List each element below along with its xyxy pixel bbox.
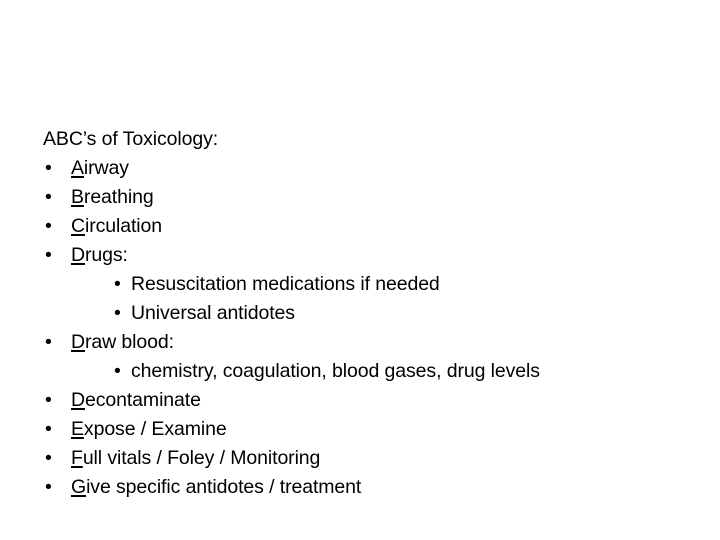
slide-body — [43, 125, 703, 502]
mnemonic-letter: D — [71, 331, 85, 353]
bullet-icon: • — [45, 244, 52, 266]
bullet-icon: • — [114, 360, 121, 382]
list-item-give-antidotes — [43, 473, 703, 502]
mnemonic-letter: F — [71, 447, 83, 469]
sub-item-text: Universal antidotes — [131, 302, 295, 324]
list-item-text: econtaminate — [84, 389, 201, 411]
bullet-icon: • — [45, 418, 52, 440]
abc-list — [43, 154, 703, 502]
sub-item-resuscitation — [43, 270, 703, 299]
list-item-text: raw blood: — [84, 331, 174, 353]
bullet-icon: • — [114, 273, 121, 295]
mnemonic-letter: A — [71, 157, 84, 179]
mnemonic-letter: E — [71, 418, 84, 440]
list-item-text: irway — [83, 157, 129, 179]
mnemonic-letter: D — [71, 389, 85, 411]
bullet-icon: • — [114, 302, 121, 324]
bullet-icon: • — [45, 186, 52, 208]
bullet-icon: • — [45, 215, 52, 237]
mnemonic-letter: G — [71, 476, 87, 498]
sub-item-labs — [43, 357, 703, 386]
list-item-expose — [43, 415, 703, 444]
bullet-icon: • — [45, 476, 52, 498]
bullet-icon: • — [45, 389, 52, 411]
sub-item-text: Resuscitation medications if needed — [131, 273, 440, 295]
list-item-text: ive specific antidotes / treatment — [86, 476, 362, 498]
list-item-text: ull vitals / Foley / Monitoring — [82, 447, 321, 469]
list-item-drugs — [43, 241, 703, 270]
bullet-icon: • — [45, 331, 52, 353]
list-item-text: reathing — [83, 186, 154, 208]
list-item-full-vitals — [43, 444, 703, 473]
bullet-icon: • — [45, 157, 52, 179]
list-item-decontaminate — [43, 386, 703, 415]
mnemonic-letter: D — [71, 244, 85, 266]
mnemonic-letter: C — [71, 215, 85, 237]
sub-item-text: chemistry, coagulation, blood gases, drug levels — [131, 360, 540, 382]
list-item-circulation — [43, 212, 703, 241]
sub-item-antidotes — [43, 299, 703, 328]
list-item-text: irculation — [84, 215, 163, 237]
slide-heading: ABC’s of Toxicology: — [43, 128, 219, 150]
list-item-text: xpose / Examine — [83, 418, 227, 440]
mnemonic-letter: B — [71, 186, 84, 208]
bullet-icon: • — [45, 447, 52, 469]
list-item-breathing — [43, 183, 703, 212]
list-item-airway — [43, 154, 703, 183]
list-item-draw-blood — [43, 328, 703, 357]
list-item-text: rugs: — [84, 244, 128, 266]
